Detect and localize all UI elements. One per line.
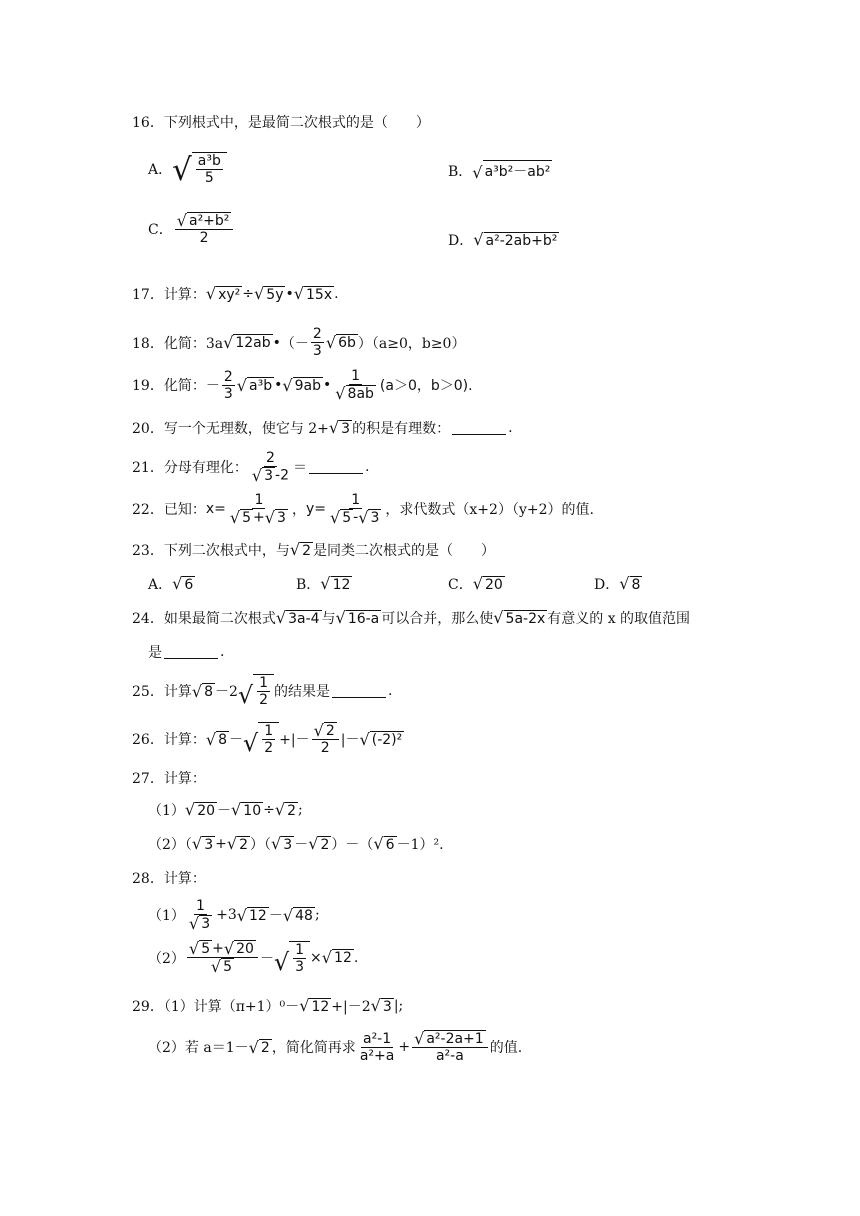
- question-27: 27．计算：: [132, 771, 206, 787]
- q23-option-b: B． √ 12: [296, 574, 351, 594]
- sqrt-expression: √ 2: [289, 540, 312, 560]
- q16-option-b: [448, 160, 552, 181]
- option-label: B．: [448, 163, 473, 180]
- option-label: A．: [148, 162, 173, 179]
- fraction: 1 √ 8ab: [335, 368, 374, 404]
- q29-part-2: （2）若 a＝1－ √ 2 ，简化简再求 $\frac{\text{a²-1}}{\text{a²+a}}$ + √ a²-2a+1 a²-a 的值.: [148, 1029, 523, 1065]
- answer-blank: [332, 685, 386, 698]
- question-20: 20．写一个无理数，使它与 2+ √ 3 的积是有理数： .: [132, 418, 513, 438]
- sqrt-expression: √ $\frac{\text{a³b}}{5}$: [172, 152, 227, 186]
- fraction: 1 √ 5 - √ 3: [329, 492, 380, 528]
- q27-part-2: （2）（ √ 3 + √ 2 ）（ √ 3 － √ 2 ）－（ √ 6 －1）².: [148, 834, 444, 854]
- option-label: C．: [148, 222, 173, 239]
- question-26: 26．计算： √ 8 － √ $\frac{1}{2}$ +|－ √ 2 2 |－ √ (-2)²: [132, 721, 403, 758]
- q16-option-d: [448, 230, 559, 250]
- question-24: 24．如果最简二次根式 √ 3a-4 与 √ 16-a 可以合并，那么使 √ 5a-2x 有意义的 x 的取值范围: [132, 608, 691, 628]
- q23-option-a: A． √ 6: [148, 574, 194, 594]
- q23-option-d: D． √ 8: [594, 574, 641, 594]
- fraction: $\frac{2}{3}$: [312, 326, 322, 360]
- q23-option-c: C． √ 20: [448, 574, 503, 594]
- sqrt-expression: √ 15x: [293, 284, 333, 304]
- question-24-line2: 是 .: [148, 644, 225, 661]
- sqrt-expression: √ 9ab: [282, 375, 321, 395]
- answer-blank: [164, 646, 218, 659]
- fraction: 2 √ 3 -2: [251, 450, 289, 486]
- question-29: 29．（1）计算（π+1）⁰－ √ 12 +|－2 √ 3 |;: [132, 996, 404, 1016]
- question-28: 28．计算：: [132, 871, 206, 887]
- q16-option-a: [148, 152, 227, 189]
- sqrt-expression: √ 5y: [254, 284, 284, 304]
- question-19: 19．化简：－ $\frac{2}{3}$ √ a³b • √ 9ab • 1 √ 8ab (a＞0，b＞0).: [132, 368, 473, 404]
- question-21: 21．分母有理化： 2 √ 3 -2 ＝ .: [132, 450, 370, 486]
- q28-part-2: （2） √ 5 + √ 20 √ 5 － √ $\frac{1}{3}$ × √ 12 .: [148, 939, 359, 977]
- sqrt-expression: √ a³b²－ab²: [472, 160, 552, 181]
- q16-option-c: [148, 212, 235, 246]
- q27-part-1: （1） √ 20 － √ 10 ÷ √ 2 ;: [148, 800, 303, 820]
- fraction: √ a²+b² 2: [175, 212, 234, 246]
- sqrt-expression: √ 3: [328, 418, 351, 438]
- question-23: 23．下列二次根式中，与 √ 2 是同类二次根式的是（ ）: [132, 540, 496, 560]
- question-18: 18．化简：3a √ 12ab • （－ $\frac{2}{3}$ √ 6b ）（a≥0，b≥0）: [132, 326, 466, 360]
- q16-stem: 16．下列根式中，是最简二次根式的是（ ）: [132, 115, 430, 131]
- answer-blank: [309, 461, 363, 474]
- question-17: 17．计算： √ xy² ÷ √ 5y • √ 15x .: [132, 284, 339, 304]
- sqrt-expression: √ 12ab: [223, 333, 271, 352]
- fraction: 1 √ 5 + √ 3: [229, 492, 286, 528]
- question-22: 22．已知： x= 1 √ 5 + √ 3 ， y= 1 √ 5 - √ 3 ，求代数式（x+2）（y+2）的值.: [132, 492, 594, 528]
- fraction-numerator: a³b: [197, 153, 221, 169]
- option-label: D．: [448, 233, 474, 249]
- answer-blank: [452, 422, 506, 435]
- question-16: [132, 112, 430, 132]
- sqrt-expression: √ a³b: [236, 375, 273, 395]
- fraction: $\frac{2}{3}$: [223, 368, 233, 402]
- sqrt-expression: √ 6b: [325, 333, 356, 352]
- question-25: 25．计算 √ 8 －2 √ $\frac{1}{2}$ 的结果是 .: [132, 675, 393, 710]
- sqrt-expression: √ xy²: [205, 284, 241, 304]
- fraction-denominator: 5: [204, 170, 214, 187]
- sqrt-expression: √ a²-2ab+b²: [473, 230, 558, 250]
- q28-part-1: （1） 1 √ 3 +3 √ 12 － √ 48 ;: [148, 898, 320, 934]
